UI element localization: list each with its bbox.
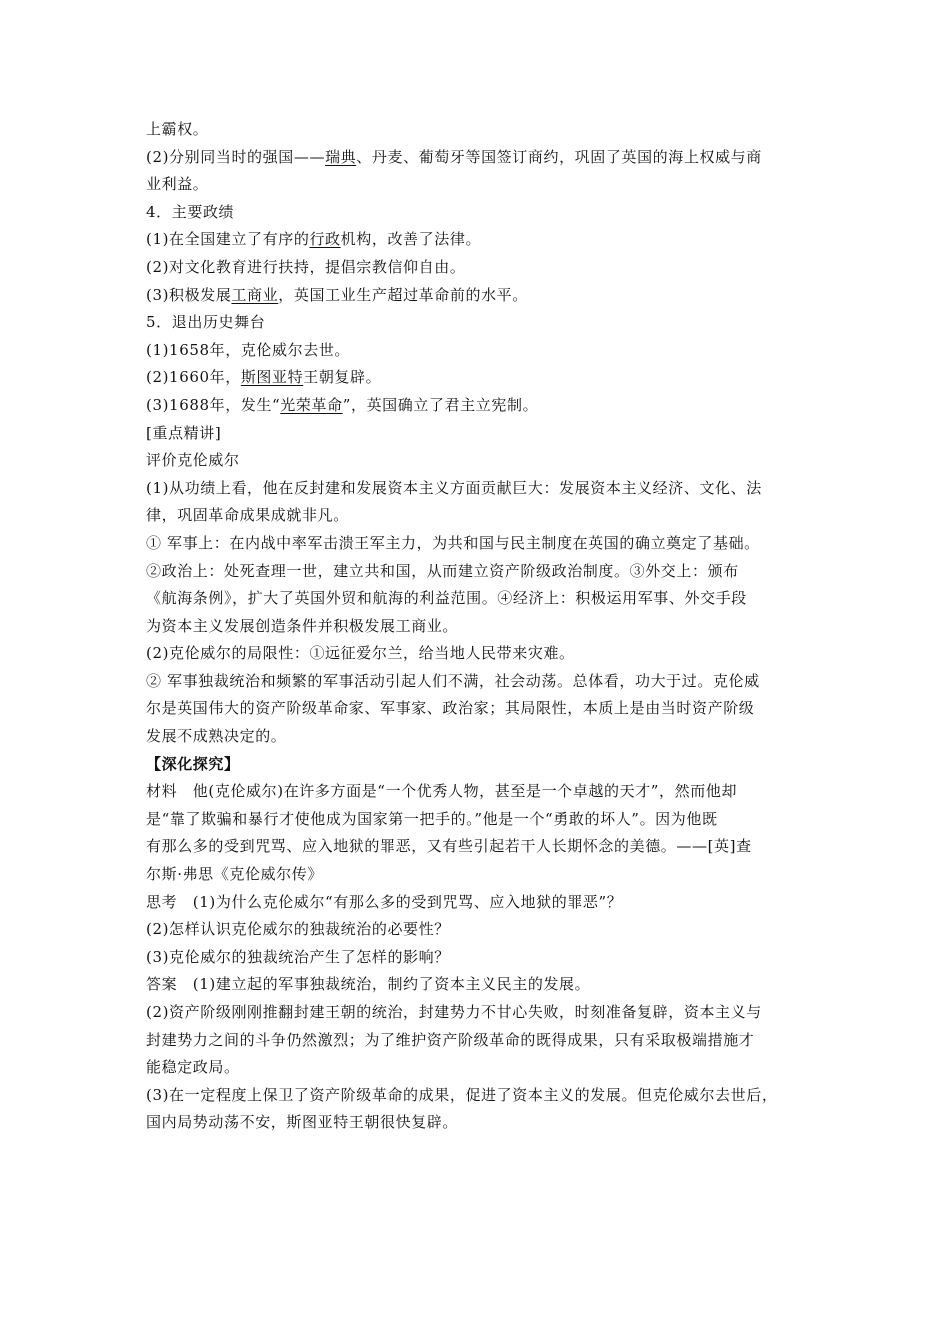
text-segment: 材料 他(克伦威尔)在许多方面是“一个优秀人物，甚至是一个卓越的天才”，然而他却 [146,782,738,801]
text-line [146,530,810,558]
text-line [146,668,810,696]
text-segment: (3)1688年，发生“ [146,395,281,414]
text-line [146,226,810,254]
underlined-term: 瑞典 [325,147,357,166]
text-line [146,723,810,751]
underlined-term: 光荣革命 [280,395,343,414]
text-line [146,392,810,420]
text-line [146,447,810,475]
text-line [146,475,810,503]
text-segment: 尔斯·弗思《克伦威尔传》 [146,865,323,884]
text-segment: ① 军事上：在内战中率军击溃王军主力，为共和国与民主制度在英国的确立奠定了基础。 [146,533,760,552]
text-segment: 思考 (1)为什么克伦威尔“有那么多的受到咒骂、应入地狱的罪恶”？ [146,892,623,911]
text-line [146,171,810,199]
text-segment: (2)资产阶级刚刚推翻封建王朝的统治，封建势力不甘心失败，时刻准备复辟，资本主义与 [146,1003,762,1021]
text-segment: (2)怎样认识克伦威尔的独裁统治的必要性？ [146,920,450,939]
text-segment: (2)分别同当时的强国—— [146,147,326,166]
text-segment: (3)积极发展 [146,285,232,304]
text-segment: (2)1660年， [146,368,241,387]
text-segment: 尔是英国伟大的资产阶级革命家、军事家、政治家；其局限性，本质上是由当时资产阶级 [146,699,755,718]
text-line [146,944,810,972]
text-segment: 能稳定政局。 [146,1058,240,1077]
text-line [146,889,810,917]
text-line [146,1054,810,1082]
text-segment: 王朝复辟。 [303,368,382,387]
text-segment: ”，英国确立了君主立宪制。 [342,395,539,414]
text-segment: (1)1658年，克伦威尔去世。 [146,340,351,359]
text-segment: (3)在一定程度上保卫了资产阶级革命的成果，促进了资本主义的发展。但克伦威尔去世后， [146,1085,778,1104]
text-line [146,254,810,282]
text-segment: 封建势力之间的斗争仍然激烈；为了维护资产阶级革命的既得成果，只有采取极端措施才 [146,1030,755,1049]
text-segment: (2)克伦威尔的局限性：①远征爱尔兰，给当地人民带来灾难。 [146,644,575,663]
text-segment: 有那么多的受到咒骂、应入地狱的罪恶，又有些引起若干人长期怀念的美德。——[英]查 [146,837,752,856]
text-line [146,309,810,337]
text-line [146,144,810,172]
text-segment: ，英国工业生产超过革命前的水平。 [278,285,528,304]
underlined-term: 行政 [309,230,341,249]
text-segment: 5．退出历史舞台 [146,313,266,332]
text-line [146,337,810,365]
text-segment: (1)从功绩上看，他在反封建和发展资本主义方面贡献巨大：发展资本主义经济、文化、法 [146,478,762,497]
text-segment: 评价克伦威尔 [146,451,240,470]
text-segment: 国内局势动荡不安，斯图亚特王朝很快复辟。 [146,1113,459,1132]
text-segment: (2)对文化教育进行扶持，提倡宗教信仰自由。 [146,257,466,276]
text-line [146,116,810,144]
text-segment: 答案 (1)建立起的军事独裁统治，制约了资本主义民主的发展。 [146,975,591,994]
text-line [146,364,810,392]
text-segment: (3)克伦威尔的独裁统治产生了怎样的影响？ [146,947,450,966]
text-segment: 4．主要政绩 [146,202,235,221]
text-line [146,833,810,861]
text-segment: [重点精讲] [146,423,222,442]
text-line [146,613,810,641]
text-segment: 《航海条例》，扩大了英国外贸和航海的利益范围。④经济上：积极运用军事、外交手段 [146,589,747,608]
text-line [146,971,810,999]
text-segment: 律，巩固革命成果成就非凡。 [146,506,349,525]
text-segment: ②政治上：处死查理一世，建立共和国，从而建立资产阶级政治制度。③外交上：颁布 [146,561,739,580]
text-segment: 发展不成熟决定的。 [146,727,287,746]
text-line [146,916,810,944]
text-line [146,806,810,834]
underlined-term: 斯图亚特 [240,368,304,387]
text-line [146,502,810,530]
text-segment: ② 军事独裁统治和频繁的军事活动引起人们不满，社会动荡。总体看，功大于过。克伦威 [146,671,760,690]
text-line [146,999,810,1027]
text-segment: 、丹麦、葡萄牙等国签订商约，巩固了英国的海上权威与商 [356,147,762,166]
text-segment: 上霸权。 [146,120,209,138]
text-line [146,861,810,889]
text-line [146,751,810,779]
text-line [146,199,810,227]
text-segment: 是“靠了欺骗和暴行才使他成为国家第一把手的。”他是一个“勇敢的坏人”。因为他既 [146,809,718,828]
text-line [146,640,810,668]
text-line [146,558,810,586]
text-line [146,778,810,806]
text-line [146,420,810,448]
text-line [146,585,810,613]
text-line [146,1082,810,1110]
text-segment: 机构，改善了法律。 [340,230,482,249]
underlined-term: 工商业 [231,285,279,304]
section-heading: 【深化探究】 [146,754,240,773]
text-line [146,1109,810,1137]
document-body [146,116,810,1137]
text-line [146,695,810,723]
text-segment: 为资本主义发展创造条件并积极发展工商业。 [146,616,459,635]
text-line [146,282,810,310]
text-segment: (1)在全国建立了有序的 [146,230,310,249]
text-line [146,1027,810,1055]
text-segment: 业利益。 [146,175,209,194]
